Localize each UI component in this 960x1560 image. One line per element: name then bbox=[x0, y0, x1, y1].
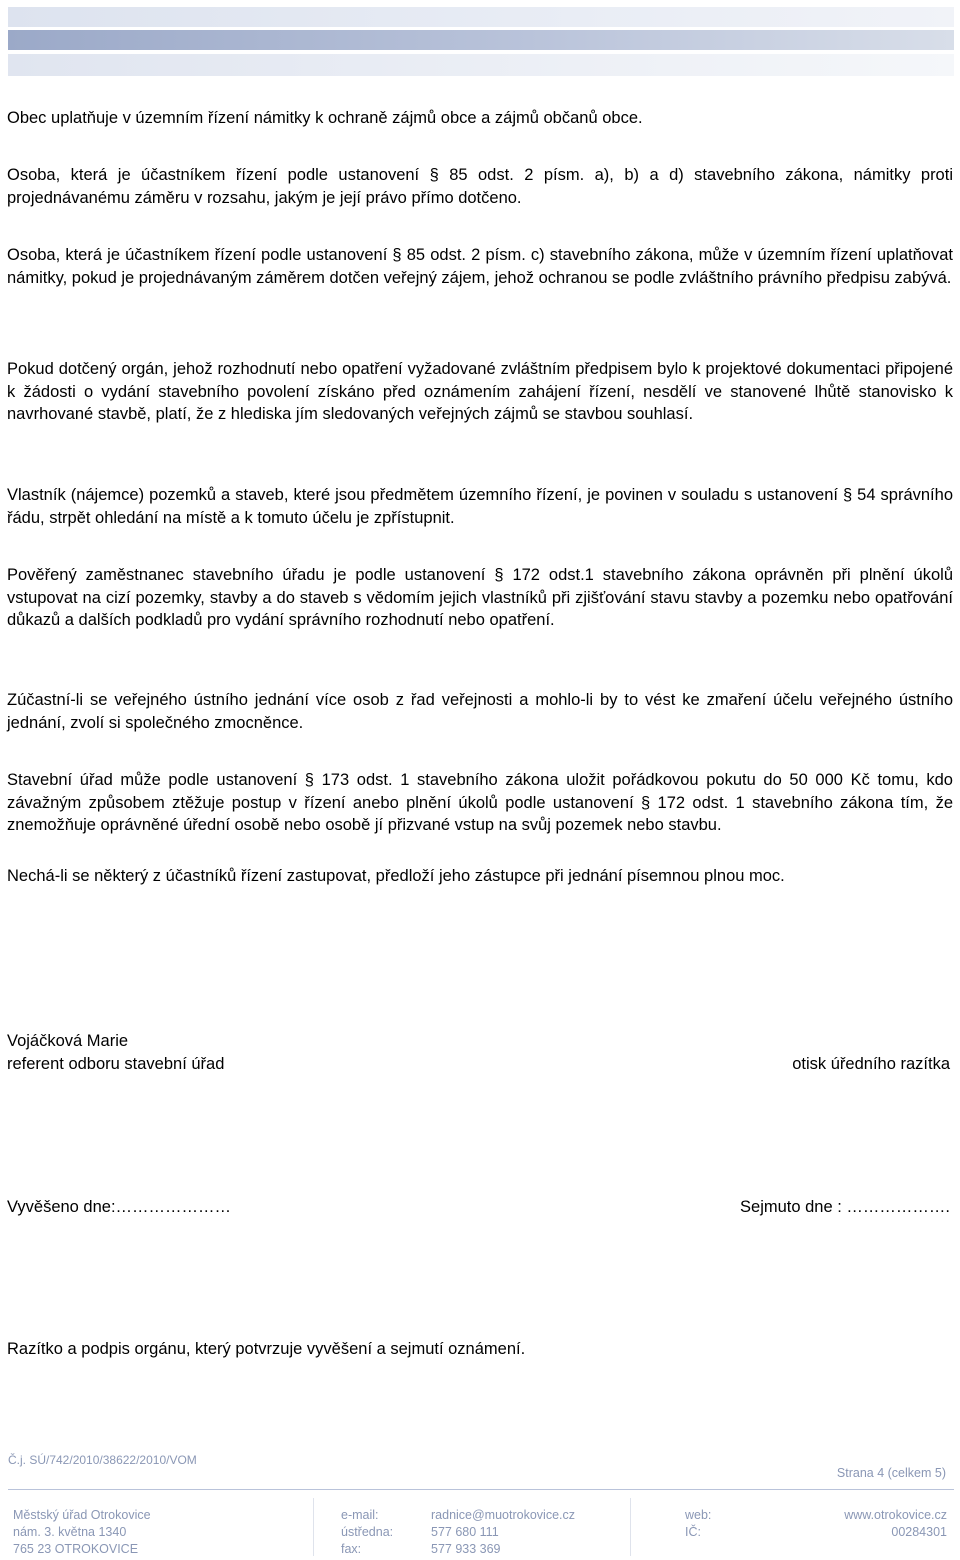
paragraph-site-access: Pověřený zaměstnanec stavebního úřadu je podle ustanovení § 172 odst.1 stavebního zákona oprávněn při plnění úkolů vstupovat na cizí pozemky, stavby a do staveb s vědomím jejich vlastníků při zjišťování stavu stavby a pozemku nebo opatřování důkazů a dalších podkladů pro vydání správního rozhodnutí nebo opatření. bbox=[7, 566, 953, 630]
paragraph-joint-representative: Zúčastní-li se veřejného ústního jednání více osob z řad veřejnosti a mohlo-li by to vést ke zmaření účelu veřejného ústního jednání, zvolí si společného zmocněnce. bbox=[7, 691, 953, 732]
confirmation-note: Razítko a podpis orgánu, který potvrzuje vyvěšení a sejmutí oznámení. bbox=[7, 1340, 526, 1358]
office-name: Městský úřad Otrokovice bbox=[13, 1508, 151, 1522]
ic-number: 00284301 bbox=[891, 1525, 947, 1539]
phone-number: 577 680 111 bbox=[431, 1525, 499, 1539]
footer-office-address bbox=[13, 1507, 303, 1557]
office-street: nám. 3. května 1340 bbox=[13, 1525, 127, 1539]
footer-column-divider bbox=[630, 1498, 631, 1556]
footer-contacts bbox=[341, 1507, 621, 1557]
office-city: 765 23 OTROKOVICE bbox=[13, 1542, 139, 1556]
paragraph-public-interest-objections: Osoba, která je účastníkem řízení podle ustanovení § 85 odst. 2 písm. c) stavebního zákona, může v územním řízení uplatňovat námitky, pokud je projednávaným záměrem dotčen veřejný zájem, jehož ochranou se podle zvláštního právního předpisu zabývá. bbox=[7, 246, 953, 287]
page-number: Strana 4 (celkem 5) bbox=[836, 1466, 946, 1480]
signatory-role: referent odboru stavební úřad bbox=[7, 1055, 225, 1073]
footer-column-divider bbox=[313, 1498, 314, 1556]
paragraph-municipality-objections: Obec uplatňuje v územním řízení námitky k ochraně zájmů obce a zájmů občanů obce. bbox=[7, 109, 643, 127]
stamp-placeholder: otisk úředního razítka bbox=[792, 1055, 950, 1073]
fax-number: 577 933 369 bbox=[431, 1542, 501, 1556]
email-label: e-mail: bbox=[341, 1508, 379, 1522]
web-label: web: bbox=[685, 1508, 712, 1522]
paragraph-owner-duty: Vlastník (nájemce) pozemků a staveb, které jsou předmětem územního řízení, je povinen v souladu s ustanovení § 54 správního řádu, strpět ohledání na místě a k tomuto účelu je zpřístupnit. bbox=[7, 486, 953, 527]
removed-date-field: Sejmuto dne : ………………. bbox=[740, 1198, 950, 1216]
paragraph-participant-objections: Osoba, která je účastníkem řízení podle ustanovení § 85 odst. 2 písm. a), b) a d) stavebního zákona, námitky proti projednávanému záměru v rozsahu, jakým je její právo přímo dotčeno. bbox=[7, 166, 953, 207]
header-band-pale bbox=[8, 54, 954, 76]
web-link[interactable]: www.otrokovice.cz bbox=[844, 1508, 947, 1522]
paragraph-power-of-attorney: Nechá-li se některý z účastníků řízení zastupovat, předloží jeho zástupce při jednání písemnou plnou moc. bbox=[7, 867, 785, 885]
header-band-dark bbox=[8, 30, 954, 50]
posted-date-field: Vyvěšeno dne:………………… bbox=[7, 1198, 232, 1216]
fax-label: fax: bbox=[341, 1542, 362, 1556]
header-band-light bbox=[8, 7, 954, 27]
ic-label: IČ: bbox=[685, 1525, 701, 1539]
email-link[interactable]: radnice@muotrokovice.cz bbox=[431, 1508, 575, 1522]
paragraph-procedural-fine: Stavební úřad může podle ustanovení § 173 odst. 1 stavebního zákona uložit pořádkovou pokutu do 50 000 Kč tomu, kdo závažným způsobem ztěžuje postup v řízení anebo plnění úkolů podle ustanovení § 172 odst. 1 stavebního zákona tím, že znemožňuje oprávněné úřední osobě nebo osobě jí přizvané vstup na svůj pozemek nebo stavbu. bbox=[7, 771, 953, 835]
signatory-name: Vojáčková Marie bbox=[7, 1032, 129, 1050]
footer-divider bbox=[8, 1489, 954, 1490]
paragraph-authority-consent: Pokud dotčený orgán, jehož rozhodnutí nebo opatření vyžadované zvláštním předpisem bylo k projektové dokumentaci připojené k žádosti o vydání stavebního povolení získáno před oznámením zahájení řízení, nesdělí ve stanovené lhůtě stanovisko k navrhované stavbě, platí, že z hlediska jím sledovaných veřejných zájmů se stavbou souhlasí. bbox=[7, 360, 953, 424]
phone-label: ústředna: bbox=[341, 1525, 394, 1539]
footer-web-info bbox=[685, 1507, 947, 1557]
reference-number: Č.j. SÚ/742/2010/38622/2010/VOM bbox=[8, 1453, 197, 1467]
